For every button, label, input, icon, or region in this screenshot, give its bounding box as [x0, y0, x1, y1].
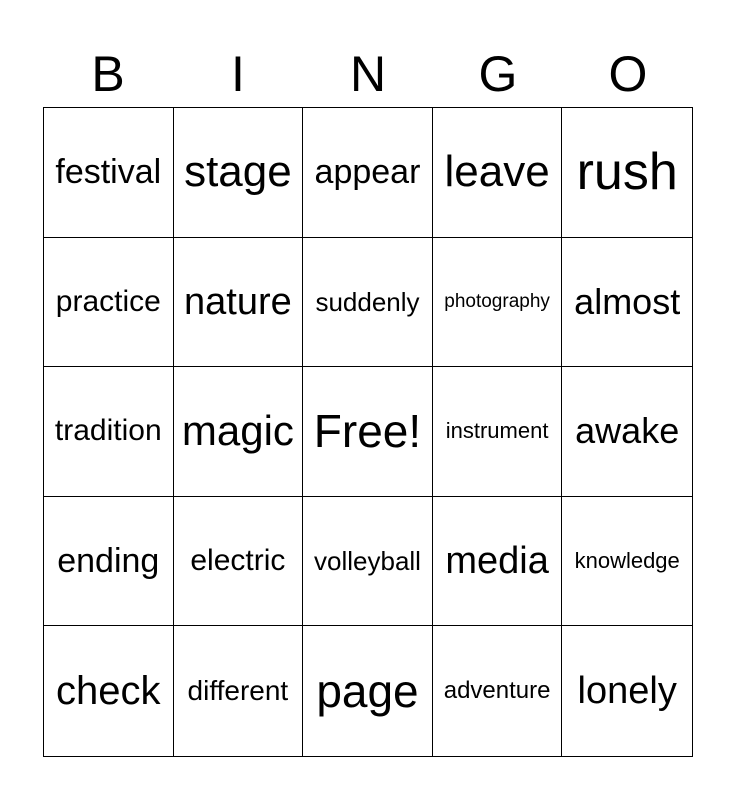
cell-word: instrument — [445, 418, 549, 444]
cell-word: page — [316, 665, 419, 718]
bingo-cell-r3-c1[interactable] — [44, 367, 174, 497]
cell-word: knowledge — [574, 548, 680, 574]
cell-word: nature — [184, 280, 292, 323]
cell-word: festival — [55, 153, 162, 192]
bingo-cell-r5-c5[interactable] — [562, 626, 692, 756]
cell-word: media — [445, 540, 549, 583]
bingo-cell-r3-c4[interactable] — [433, 367, 563, 497]
header-letter-n: N — [349, 46, 387, 102]
bingo-header — [43, 42, 693, 106]
cell-word: electric — [190, 544, 286, 578]
bingo-cell-r5-c2[interactable] — [174, 626, 304, 756]
bingo-cell-r1-c2[interactable] — [174, 108, 304, 238]
bingo-cell-r5-c4[interactable] — [433, 626, 563, 756]
bingo-cell-r2-c1[interactable] — [44, 238, 174, 368]
free-space: Free! — [313, 405, 422, 458]
bingo-cell-r4-c4[interactable] — [433, 497, 563, 627]
bingo-cell-r2-c5[interactable] — [562, 238, 692, 368]
header-letter-o: O — [608, 46, 648, 102]
bingo-cell-r4-c5[interactable] — [562, 497, 692, 627]
cell-word: photography — [444, 291, 550, 313]
cell-word: volleyball — [314, 546, 421, 577]
cell-word: rush — [576, 143, 678, 202]
cell-word: adventure — [443, 677, 551, 705]
cell-word: almost — [574, 280, 681, 322]
bingo-cell-r5-c1[interactable] — [44, 626, 174, 756]
cell-word: stage — [184, 147, 292, 197]
bingo-cell-r4-c2[interactable] — [174, 497, 304, 627]
cell-word: leave — [444, 147, 550, 197]
bingo-cell-r2-c2[interactable] — [174, 238, 304, 368]
bingo-cell-r1-c3[interactable] — [303, 108, 433, 238]
bingo-cell-r2-c3[interactable] — [303, 238, 433, 368]
bingo-cell-r3-c3[interactable] — [303, 367, 433, 497]
cell-word: appear — [314, 153, 421, 192]
cell-word: suddenly — [315, 286, 420, 317]
cell-word: check — [56, 669, 161, 714]
bingo-cell-r3-c2[interactable] — [174, 367, 304, 497]
bingo-cell-r4-c3[interactable] — [303, 497, 433, 627]
cell-word: awake — [575, 410, 680, 452]
cell-word: different — [187, 675, 289, 707]
bingo-cell-r4-c1[interactable] — [44, 497, 174, 627]
bingo-cell-r3-c5[interactable] — [562, 367, 692, 497]
bingo-cell-r1-c4[interactable] — [433, 108, 563, 238]
cell-word: magic — [181, 407, 294, 455]
cell-word: tradition — [54, 414, 162, 448]
bingo-cell-r1-c5[interactable] — [562, 108, 692, 238]
cell-word: practice — [55, 284, 161, 318]
header-letter-i: I — [231, 46, 245, 102]
bingo-board — [43, 107, 693, 757]
cell-word: ending — [57, 542, 160, 581]
header-letter-b: B — [91, 46, 125, 102]
bingo-cell-r5-c3[interactable] — [303, 626, 433, 756]
bingo-cell-r1-c1[interactable] — [44, 108, 174, 238]
header-letter-g: G — [478, 46, 518, 102]
cell-word: lonely — [577, 670, 677, 713]
bingo-cell-r2-c4[interactable] — [433, 238, 563, 368]
